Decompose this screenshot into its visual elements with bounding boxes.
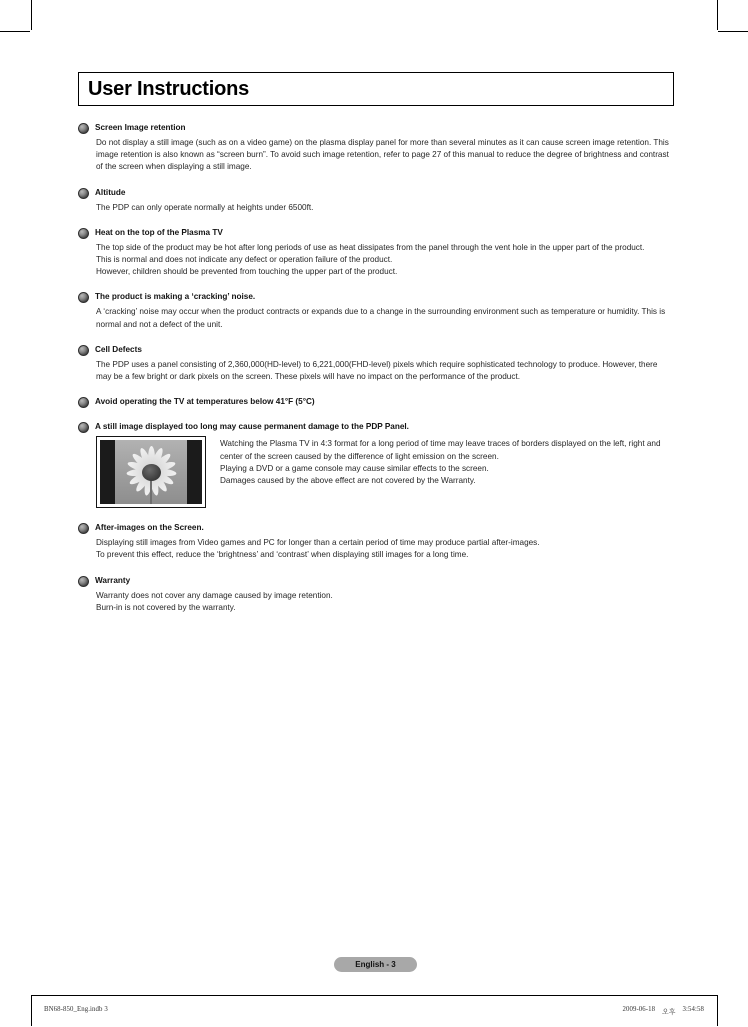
page-title: User Instructions [88, 77, 250, 100]
crop-mark-bottom-left-vertical [31, 996, 32, 1026]
paragraph: Burn-in is not covered by the warranty. [96, 602, 236, 612]
section-after-images [78, 522, 674, 561]
crop-mark-top-left-horizontal [0, 31, 30, 32]
section-heading [78, 575, 674, 587]
tv-screen [100, 440, 202, 504]
paragraph: Warranty does not cover any damage caused by image retention. [96, 590, 333, 600]
plasma-tv-figure [96, 436, 206, 508]
paragraph: Playing a DVD or a game console may cause similar effects to the screen. [220, 464, 489, 474]
section-body [96, 359, 674, 383]
bullet-sphere-icon [78, 123, 89, 134]
section-heading [78, 291, 674, 303]
section-cracking-noise [78, 291, 674, 330]
section-heading [78, 522, 674, 534]
section-heading [78, 122, 674, 134]
footer-timestamp [622, 1006, 704, 1016]
section-altitude [78, 187, 674, 214]
crop-mark-top-left-vertical [31, 0, 32, 30]
section-body [96, 202, 674, 214]
section-title: Warranty [95, 575, 131, 585]
bullet-sphere-icon [78, 523, 89, 534]
bullet-sphere-icon [78, 228, 89, 239]
pillarbox-bar-left [100, 440, 115, 504]
section-heat-on-top-of-plasma-tv [78, 227, 674, 279]
crop-mark-top-right-horizontal [718, 31, 748, 32]
paragraph: The PDP uses a panel consisting of 2,360,000(HD-level) to 6,221,000(FHD-level) pixels which require sophisticated technology to produce. However, there may be a few bright or dark pixels on the screen. These pixels will have no impact on the performance of the product. [96, 359, 658, 382]
footer-date: 2009-06-18 [622, 1006, 656, 1013]
footer-time: 3:54:58 [682, 1006, 704, 1013]
bullet-sphere-icon [78, 576, 89, 587]
bullet-sphere-icon [78, 292, 89, 303]
crop-mark-bottom-right-vertical [717, 996, 718, 1026]
section-heading [78, 421, 674, 433]
paragraph: A ‘cracking’ noise may occur when the product contracts or expands due to a change in the surrounding environment such as temperature or humidity. This is normal and not a defect of the unit. [96, 307, 666, 329]
section-body [96, 137, 674, 174]
section-title: Heat on the top of the Plasma TV [95, 227, 223, 237]
page-content [78, 72, 674, 627]
bullet-sphere-icon [78, 188, 89, 199]
figure-and-text-row [96, 436, 674, 508]
sunflower-image [115, 440, 187, 504]
paragraph: Damages caused by the above effect are not covered by the Warranty. [220, 476, 476, 486]
footer-meridiem: 오후 [662, 1009, 676, 1016]
section-heading [78, 227, 674, 239]
page-number-badge: English - 3 [334, 957, 417, 972]
sunflower-stem [150, 479, 152, 505]
section-title: Altitude [95, 187, 126, 197]
pillarbox-bar-right [187, 440, 202, 504]
footer-file-name: BN68-850_Eng.indb 3 [44, 1006, 108, 1013]
section-still-image-permanent-damage [78, 421, 674, 508]
section-body [96, 590, 674, 614]
paragraph: This is normal and does not indicate any defect or operation failure of the product. [96, 255, 393, 265]
section-body [96, 242, 674, 279]
section-heading [78, 396, 674, 408]
paragraph: However, children should be prevented from touching the upper part of the product. [96, 267, 398, 277]
section-cell-defects [78, 344, 674, 383]
paragraph: To prevent this effect, reduce the ‘brightness’ and ‘contrast’ when displaying still images for a long time. [96, 550, 469, 560]
paragraph: The PDP can only operate normally at heights under 6500ft. [96, 202, 314, 212]
bullet-sphere-icon [78, 422, 89, 433]
paragraph: The top side of the product may be hot after long periods of use as heat dissipates from the panel through the vent hole in the upper part of the product. [96, 242, 645, 252]
section-title: The product is making a ‘cracking’ noise. [95, 292, 256, 302]
page-title-box [78, 72, 674, 106]
section-screen-image-retention [78, 122, 674, 174]
crop-mark-top-right-vertical [717, 0, 718, 30]
section-title: Avoid operating the TV at temperatures below 41°F (5°C) [95, 397, 315, 407]
section-title: Cell Defects [95, 344, 142, 354]
footer-divider [31, 995, 718, 996]
section-heading [78, 344, 674, 356]
figure-description [220, 436, 674, 488]
section-title: A still image displayed too long may cause permanent damage to the PDP Panel. [95, 422, 409, 432]
section-avoid-low-temperatures [78, 396, 674, 408]
paragraph: Do not display a still image (such as on a video game) on the plasma display panel for more than several minutes as it can cause screen image retention. This image retention is also known as “screen burn”. To avoid such image retention, refer to page 27 of this manual to reduce the degree of brightness and contrast of the screen when displaying a still image. [96, 138, 669, 172]
paragraph: Watching the Plasma TV in 4:3 format for a long period of time may leave traces of borders displayed on the left, right and center of the screen caused by the difference of light emission on the screen. [220, 439, 661, 461]
section-heading [78, 187, 674, 199]
section-body [96, 306, 674, 330]
section-warranty [78, 575, 674, 614]
paragraph: Displaying still images from Video games and PC for longer than a certain period of time may produce partial after-images. [96, 538, 540, 548]
section-title: Screen Image retention [95, 123, 186, 132]
sunflower-center-disc [142, 464, 161, 481]
section-body [96, 537, 674, 561]
section-title: After-images on the Screen. [95, 523, 204, 533]
bullet-sphere-icon [78, 397, 89, 408]
footer [44, 1006, 704, 1016]
bullet-sphere-icon [78, 345, 89, 356]
